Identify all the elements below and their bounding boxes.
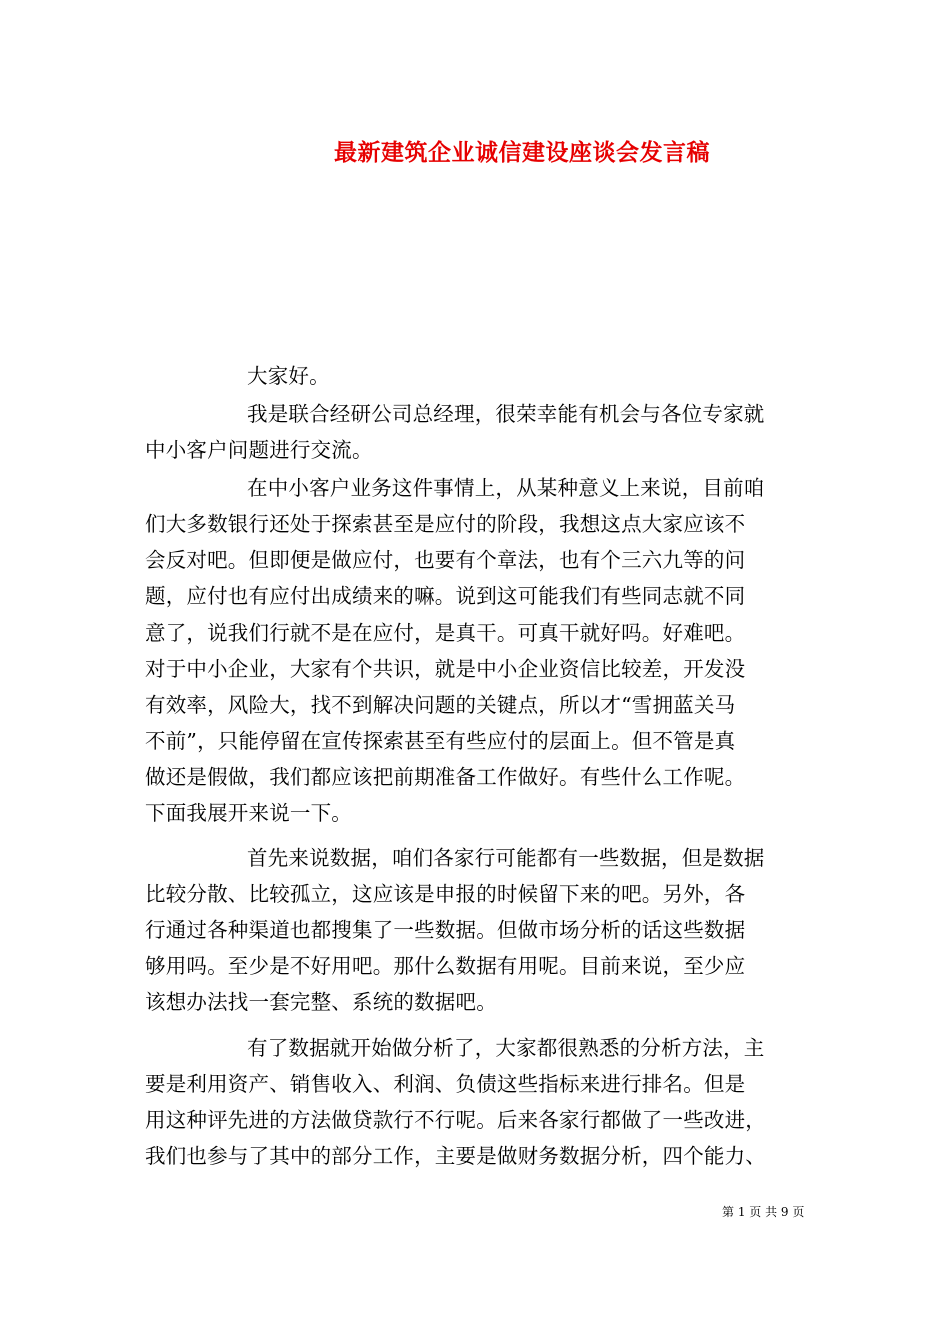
body-line: 行通过各种渠道也都搜集了一些数据。但做市场分析的话这些数据 xyxy=(145,918,746,942)
body-line: 会反对吧。但即便是做应付，也要有个章法，也有个三六九等的问 xyxy=(145,548,746,572)
body-line: 要是利用资产、销售收入、利润、负债这些指标来进行排名。但是 xyxy=(145,1072,746,1096)
body-line: 们大多数银行还处于探索甚至是应付的阶段，我想这点大家应该不 xyxy=(145,512,746,536)
body-line: 中小客户问题进行交流。 xyxy=(145,438,373,462)
page-number: 第 1 页 共 9 页 xyxy=(722,1205,805,1219)
body-line: 题，应付也有应付出成绩来的嘛。说到这可能我们有些同志就不同 xyxy=(145,584,746,608)
body-line: 比较分散、比较孤立，这应该是申报的时候留下来的吧。另外，各 xyxy=(145,882,746,906)
page-title: 最新建筑企业诚信建设座谈会发言稿 xyxy=(334,139,710,166)
body-line: 对于中小企业，大家有个共识，就是中小企业资信比较差，开发没 xyxy=(145,657,746,681)
body-line: 在中小客户业务这件事情上，从某种意义上来说，目前咱 xyxy=(247,476,765,500)
body-line: 首先来说数据，咱们各家行可能都有一些数据，但是数据 xyxy=(247,846,765,870)
body-line: 够用吗。至少是不好用吧。那什么数据有用呢。目前来说，至少应 xyxy=(145,954,746,978)
body-line: 下面我展开来说一下。 xyxy=(145,801,352,825)
body-line: 大家好。 xyxy=(247,364,330,388)
body-line: 我们也参与了其中的部分工作，主要是做财务数据分析，四个能力、 xyxy=(145,1144,766,1168)
body-line: 有了数据就开始做分析了，大家都很熟悉的分析方法，主 xyxy=(247,1036,765,1060)
body-line: 我是联合经研公司总经理，很荣幸能有机会与各位专家就 xyxy=(247,402,765,426)
body-line: 用这种评先进的方法做贷款行不行呢。后来各家行都做了一些改进， xyxy=(145,1108,766,1132)
body-line: 该想办法找一套完整、系统的数据吧。 xyxy=(145,990,497,1014)
body-line: 意了，说我们行就不是在应付，是真干。可真干就好吗。好难吧。 xyxy=(145,621,746,645)
body-line: 有效率，风险大，找不到解决问题的关键点，所以才“雪拥蓝关马 xyxy=(145,693,736,717)
body-line: 做还是假做，我们都应该把前期准备工作做好。有些什么工作呢。 xyxy=(145,765,746,789)
body-line: 不前”，只能停留在宣传探索甚至有些应付的层面上。但不管是真 xyxy=(145,729,736,753)
